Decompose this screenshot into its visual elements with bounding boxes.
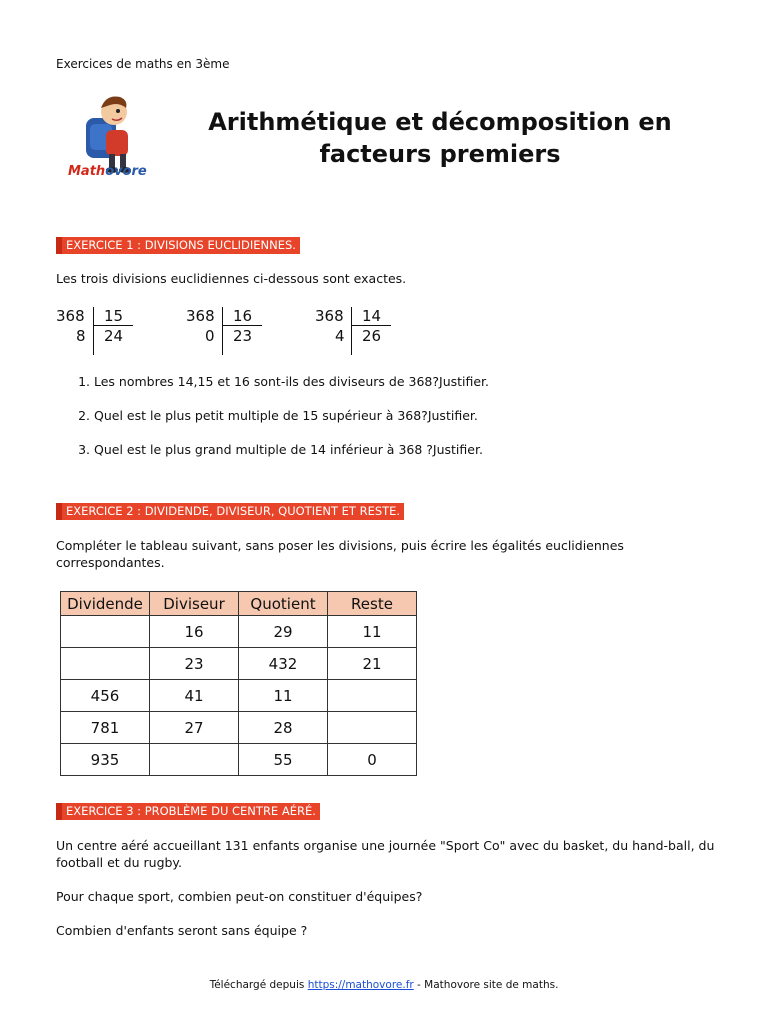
- table-cell: 55: [239, 744, 328, 776]
- exercise-3-question-2: Combien d'enfants seront sans équipe ?: [56, 923, 308, 938]
- division-3-divisor: 14: [362, 307, 382, 325]
- table-cell: [328, 680, 417, 712]
- division-1-quotient: 24: [104, 327, 124, 345]
- division-1-remainder: 8: [76, 327, 86, 345]
- table-cell: 11: [239, 680, 328, 712]
- question-3: 3. Quel est le plus grand multiple de 14 inférieur à 368 ?Justifier.: [94, 442, 736, 476]
- exercise-1-questions: [56, 374, 736, 476]
- exercise-2-heading: EXERCICE 2 : DIVIDENDE, DIVISEUR, QUOTIENT ET RESTE.: [56, 503, 404, 520]
- division-3-dividend: 368: [315, 307, 344, 325]
- table-cell: 456: [61, 680, 150, 712]
- table-cell: [328, 712, 417, 744]
- document-subject: Exercices de maths en 3ème: [56, 57, 230, 71]
- footer-link[interactable]: https://mathovore.fr: [307, 979, 414, 991]
- footer-suffix: - Mathovore site de maths.: [413, 979, 559, 991]
- division-2-dividend: 368: [186, 307, 215, 325]
- table-cell: 432: [239, 648, 328, 680]
- table-cell: 41: [150, 680, 239, 712]
- exercise-1-intro: Les trois divisions euclidiennes ci-dessous sont exactes.: [56, 271, 407, 286]
- table-cell: 781: [61, 712, 150, 744]
- division-3-horizontal-rule: [351, 325, 391, 326]
- table-header-row: [61, 592, 417, 616]
- division-2-quotient: 23: [233, 327, 253, 345]
- question-2: 2. Quel est le plus petit multiple de 15 supérieur à 368?Justifier.: [94, 408, 736, 442]
- division-table: [60, 591, 417, 776]
- table-cell: 23: [150, 648, 239, 680]
- table-cell: 0: [328, 744, 417, 776]
- division-2-divisor: 16: [233, 307, 253, 325]
- division-3: [315, 305, 405, 357]
- table-row: [61, 616, 417, 648]
- division-1-divisor: 15: [104, 307, 124, 325]
- logo-wordmark: Mathovore: [68, 164, 147, 179]
- table-row: [61, 648, 417, 680]
- exercise-3-question-1: Pour chaque sport, combien peut-on constituer d'équipes?: [56, 889, 423, 904]
- division-1: [56, 305, 146, 357]
- table-row: [61, 712, 417, 744]
- table-cell: [61, 616, 150, 648]
- table-cell: [150, 744, 239, 776]
- exercise-1-heading: EXERCICE 1 : DIVISIONS EUCLIDIENNES.: [56, 237, 300, 254]
- page-footer: [0, 979, 768, 991]
- footer-prefix: Téléchargé depuis: [209, 979, 308, 991]
- division-1-vertical-rule: [93, 307, 94, 355]
- table-cell: [61, 648, 150, 680]
- table-cell: 16: [150, 616, 239, 648]
- mathovore-logo: [64, 88, 164, 188]
- division-3-quotient: 26: [362, 327, 382, 345]
- division-2: [186, 305, 276, 357]
- division-1-dividend: 368: [56, 307, 85, 325]
- page-title: Arithmétique et décomposition en facteurs premiers: [208, 108, 672, 168]
- table-cell: 27: [150, 712, 239, 744]
- division-3-remainder: 4: [335, 327, 345, 345]
- division-1-horizontal-rule: [93, 325, 133, 326]
- division-3-vertical-rule: [351, 307, 352, 355]
- header-reste: Reste: [328, 592, 417, 616]
- header-quotient: Quotient: [239, 592, 328, 616]
- table-row: [61, 680, 417, 712]
- table-cell: 21: [328, 648, 417, 680]
- division-2-vertical-rule: [222, 307, 223, 355]
- table-row: [61, 744, 417, 776]
- question-1: 1. Les nombres 14,15 et 16 sont-ils des diviseurs de 368?Justifier.: [94, 374, 736, 408]
- division-2-horizontal-rule: [222, 325, 262, 326]
- table-cell: 29: [239, 616, 328, 648]
- header-dividend: Dividende: [61, 592, 150, 616]
- header-diviseur: Diviseur: [150, 592, 239, 616]
- table-cell: 11: [328, 616, 417, 648]
- exercise-3-heading: EXERCICE 3 : PROBLÈME DU CENTRE AÉRÉ.: [56, 803, 320, 820]
- division-2-remainder: 0: [205, 327, 215, 345]
- exercise-2-intro: Compléter le tableau suivant, sans poser les divisions, puis écrire les égalités euclidiennes correspondantes.: [56, 538, 624, 570]
- table-cell: 935: [61, 744, 150, 776]
- table-cell: 28: [239, 712, 328, 744]
- exercise-3-problem: Un centre aéré accueillant 131 enfants organise une journée "Sport Co" avec du basket, du hand-ball, du football et du rugby.: [56, 838, 715, 870]
